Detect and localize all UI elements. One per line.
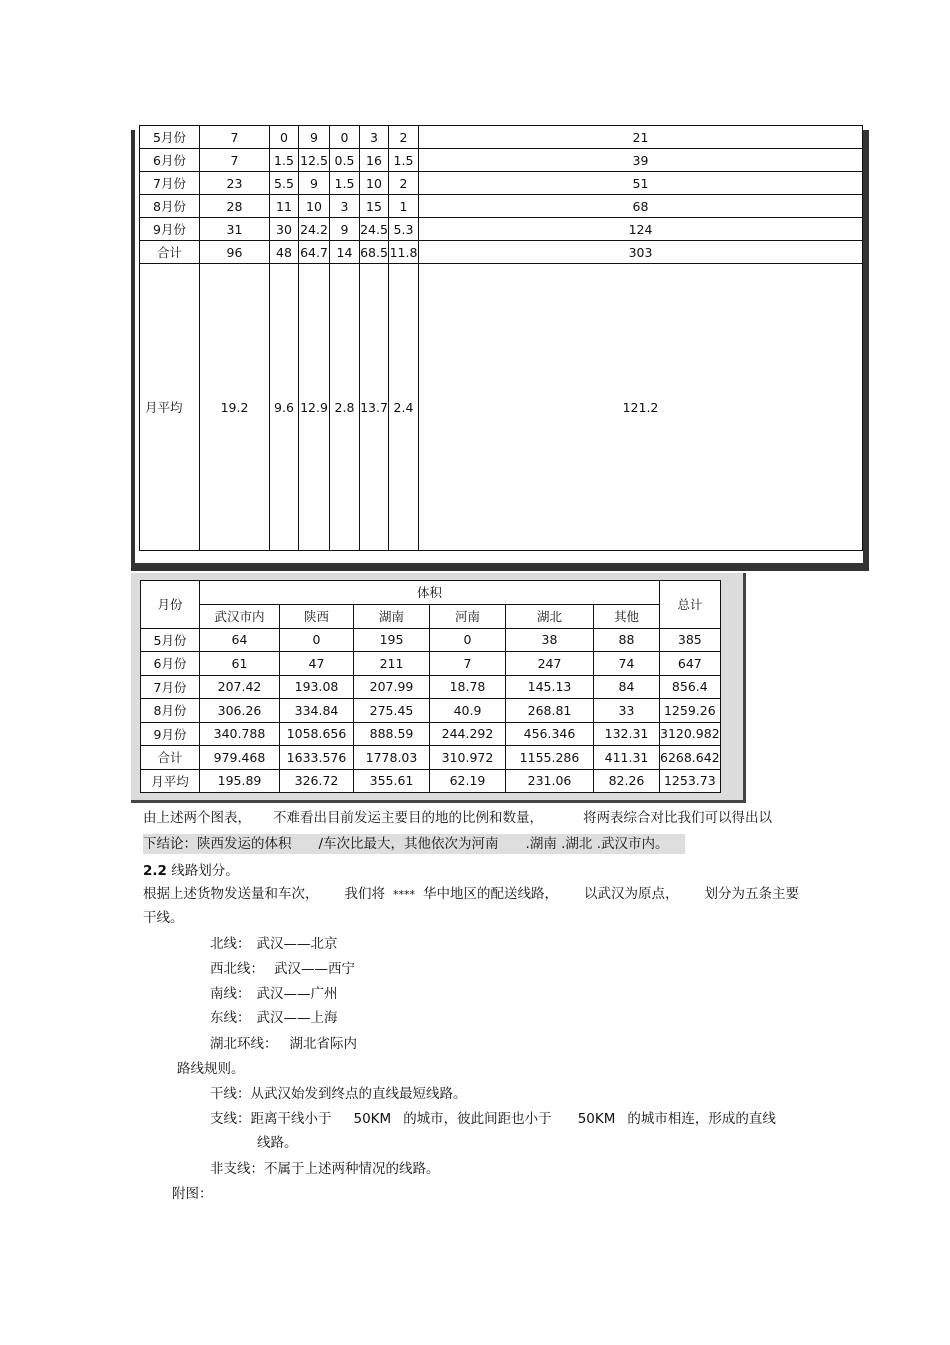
para-part: 根据上述货物发送量和车次， (143, 886, 319, 902)
value-cell: 28 (200, 195, 270, 218)
month-cell: 5月份 (140, 126, 200, 149)
total-cell: 856.4 (660, 675, 721, 699)
month-cell: 月平均 (141, 769, 200, 793)
route-label: 东线： (210, 1010, 251, 1026)
header-col: 湖南 (354, 604, 430, 628)
value-cell: 1.5 (389, 149, 419, 172)
value-cell: 334.84 (280, 699, 354, 723)
routes-paragraph-line-1 (143, 884, 799, 905)
volume-row (141, 769, 721, 793)
route-value: 湖北省际内 (289, 1036, 357, 1052)
value-cell: 275.45 (354, 699, 430, 723)
value-cell: 888.59 (354, 722, 430, 746)
value-cell: 195.89 (200, 769, 280, 793)
month-cell: 7月份 (140, 172, 200, 195)
value-cell: 456.346 (506, 722, 594, 746)
value-cell: 0 (430, 628, 506, 652)
value-cell: 38 (506, 628, 594, 652)
value-cell: 30 (270, 218, 299, 241)
value-cell: 355.61 (354, 769, 430, 793)
value-cell: 1058.656 (280, 722, 354, 746)
value-cell: 61 (200, 652, 280, 676)
route-label: 北线： (210, 936, 251, 952)
month-cell: 7月份 (141, 675, 200, 699)
value-cell: 64.7 (299, 241, 330, 264)
value-cell: 40.9 (430, 699, 506, 723)
value-cell: 74 (594, 652, 660, 676)
volume-table-header-row (141, 581, 721, 605)
value-cell: 207.99 (354, 675, 430, 699)
value-cell: 23 (200, 172, 270, 195)
value-cell: 7 (200, 126, 270, 149)
value-cell: 13.7 (360, 264, 389, 551)
volume-row (141, 722, 721, 746)
month-cell: 9月份 (141, 722, 200, 746)
route-south (210, 984, 338, 1004)
value-cell: 7 (430, 652, 506, 676)
value-cell: 211 (354, 652, 430, 676)
conclusion-part: 不难看出目前发运主要目的地的比例和数量， (273, 810, 543, 826)
rule-part: 50KM (353, 1111, 392, 1127)
value-cell: 244.292 (430, 722, 506, 746)
value-cell: 1.5 (270, 149, 299, 172)
appendix-label: 附图： (172, 1186, 213, 1202)
volume-row (141, 746, 721, 770)
section-title: 线路划分。 (166, 863, 239, 879)
conclusion-part: 由上述两个图表， (143, 810, 251, 826)
value-cell: 5.5 (270, 172, 299, 195)
month-cell: 8月份 (140, 195, 200, 218)
value-cell: 3 (330, 195, 360, 218)
value-cell: 0 (270, 126, 299, 149)
route-label: 西北线： (210, 961, 264, 977)
value-cell: 1155.286 (506, 746, 594, 770)
value-cell: 33 (594, 699, 660, 723)
value-cell: 1.5 (330, 172, 360, 195)
para-part: **** (393, 888, 415, 901)
total-cell: 68 (419, 195, 863, 218)
total-cell: 124 (419, 218, 863, 241)
total-cell: 21 (419, 126, 863, 149)
value-cell: 310.972 (430, 746, 506, 770)
trips-row (140, 218, 863, 241)
value-cell: 84 (594, 675, 660, 699)
header-month: 月份 (141, 581, 200, 629)
rule-part: 支线：距离干线小于 (210, 1111, 332, 1127)
route-hubei-ring (210, 1034, 357, 1054)
value-cell: 9.6 (270, 264, 299, 551)
volume-row (141, 699, 721, 723)
rule-non-branch: 非支线：不属于上述两种情况的线路。 (210, 1161, 440, 1177)
value-cell: 16 (360, 149, 389, 172)
total-cell: 303 (419, 241, 863, 264)
total-cell: 1259.26 (660, 699, 721, 723)
value-cell: 68.5 (360, 241, 389, 264)
value-cell: 47 (280, 652, 354, 676)
value-cell: 11 (270, 195, 299, 218)
value-cell: 7 (200, 149, 270, 172)
para-part: 以武汉为原点， (584, 886, 679, 902)
route-north (210, 934, 338, 954)
value-cell: 145.13 (506, 675, 594, 699)
value-cell: 18.78 (430, 675, 506, 699)
value-cell: 12.5 (299, 149, 330, 172)
value-cell: 2 (389, 172, 419, 195)
volume-row (141, 628, 721, 652)
value-cell: 10 (299, 195, 330, 218)
value-cell: 9 (330, 218, 360, 241)
value-cell: 0.5 (330, 149, 360, 172)
value-cell: 19.2 (200, 264, 270, 551)
total-cell: 647 (660, 652, 721, 676)
header-total: 总计 (660, 581, 721, 629)
total-cell: 3120.982 (660, 722, 721, 746)
value-cell: 1778.03 (354, 746, 430, 770)
value-cell: 5.3 (389, 218, 419, 241)
value-cell: 193.08 (280, 675, 354, 699)
value-cell: 268.81 (506, 699, 594, 723)
para-part: 华中地区的配送线路， (423, 886, 558, 902)
value-cell: 340.788 (200, 722, 280, 746)
trips-row (140, 149, 863, 172)
conclusion-part: 将两表综合对比我们可以得出以 (583, 810, 772, 826)
value-cell: 24.2 (299, 218, 330, 241)
trips-avg-row (140, 264, 863, 551)
header-col: 河南 (430, 604, 506, 628)
value-cell: 31 (200, 218, 270, 241)
route-northwest (210, 959, 355, 979)
rule-part: 50KM (577, 1111, 616, 1127)
trips-table-body (140, 126, 863, 551)
value-cell: 2.4 (389, 264, 419, 551)
rule-branch (210, 1109, 776, 1129)
value-cell: 1633.576 (280, 746, 354, 770)
value-cell: 326.72 (280, 769, 354, 793)
value-cell: 9 (299, 172, 330, 195)
value-cell: 24.5 (360, 218, 389, 241)
header-volume-group: 体积 (200, 581, 660, 605)
value-cell: 1 (389, 195, 419, 218)
value-cell: 195 (354, 628, 430, 652)
route-east (210, 1008, 338, 1028)
rules-title: 路线规则。 (177, 1061, 245, 1077)
total-cell: 39 (419, 149, 863, 172)
para-part: 划分为五条主要 (704, 886, 799, 902)
rule-branch-cont: 线路。 (257, 1135, 298, 1151)
month-cell: 9月份 (140, 218, 200, 241)
section-heading (143, 861, 239, 881)
volume-table-body (141, 581, 721, 793)
para-part: 我们将 (344, 886, 385, 902)
total-cell: 51 (419, 172, 863, 195)
header-col: 湖北 (506, 604, 594, 628)
value-cell: 10 (360, 172, 389, 195)
value-cell: 306.26 (200, 699, 280, 723)
month-cell: 合计 (140, 241, 200, 264)
value-cell: 96 (200, 241, 270, 264)
total-cell: 1253.73 (660, 769, 721, 793)
route-value: 武汉——广州 (256, 986, 338, 1002)
volume-table-subheader-row (141, 604, 721, 628)
value-cell: 88 (594, 628, 660, 652)
month-cell: 合计 (141, 746, 200, 770)
month-cell: 月平均 (140, 264, 200, 551)
rule-part: 的城市相连，形成的直线 (627, 1111, 776, 1127)
total-cell: 385 (660, 628, 721, 652)
value-cell: 12.9 (299, 264, 330, 551)
trips-row (140, 172, 863, 195)
value-cell: 64 (200, 628, 280, 652)
conclusion-line-2: 下结论：陕西发运的体积 /车次比最大，其他依次为河南 .湖南 .湖北 .武汉市内。 (143, 834, 685, 854)
volume-row (141, 675, 721, 699)
value-cell: 2.8 (330, 264, 360, 551)
header-col: 其他 (594, 604, 660, 628)
value-cell: 48 (270, 241, 299, 264)
route-value: 武汉——北京 (256, 936, 338, 952)
route-value: 武汉——西宁 (274, 961, 355, 977)
value-cell: 0 (280, 628, 354, 652)
value-cell: 9 (299, 126, 330, 149)
value-cell: 411.31 (594, 746, 660, 770)
total-cell: 6268.642 (660, 746, 721, 770)
value-cell: 2 (389, 126, 419, 149)
value-cell: 11.8 (389, 241, 419, 264)
month-cell: 6月份 (140, 149, 200, 172)
value-cell: 15 (360, 195, 389, 218)
header-col: 武汉市内 (200, 604, 280, 628)
section-number: 2.2 (143, 863, 167, 879)
value-cell: 207.42 (200, 675, 280, 699)
volume-row (141, 652, 721, 676)
trips-row (140, 126, 863, 149)
value-cell: 247 (506, 652, 594, 676)
month-cell: 6月份 (141, 652, 200, 676)
conclusion-line-1 (143, 808, 772, 828)
value-cell: 979.468 (200, 746, 280, 770)
trips-row (140, 241, 863, 264)
route-label: 南线： (210, 986, 251, 1002)
value-cell: 0 (330, 126, 360, 149)
rule-trunk: 干线：从武汉始发到终点的直线最短线路。 (210, 1086, 467, 1102)
route-value: 武汉——上海 (256, 1010, 338, 1026)
month-cell: 5月份 (141, 628, 200, 652)
value-cell: 82.26 (594, 769, 660, 793)
value-cell: 3 (360, 126, 389, 149)
total-cell: 121.2 (419, 264, 863, 551)
value-cell: 14 (330, 241, 360, 264)
rule-part: 的城市，彼此间距也小于 (403, 1111, 552, 1127)
value-cell: 231.06 (506, 769, 594, 793)
volume-table (140, 580, 721, 793)
trips-table (139, 125, 863, 551)
header-col: 陕西 (280, 604, 354, 628)
value-cell: 62.19 (430, 769, 506, 793)
route-label: 湖北环线： (210, 1036, 278, 1052)
value-cell: 132.31 (594, 722, 660, 746)
trips-row (140, 195, 863, 218)
month-cell: 8月份 (141, 699, 200, 723)
routes-paragraph-line-2: 干线。 (143, 910, 184, 926)
